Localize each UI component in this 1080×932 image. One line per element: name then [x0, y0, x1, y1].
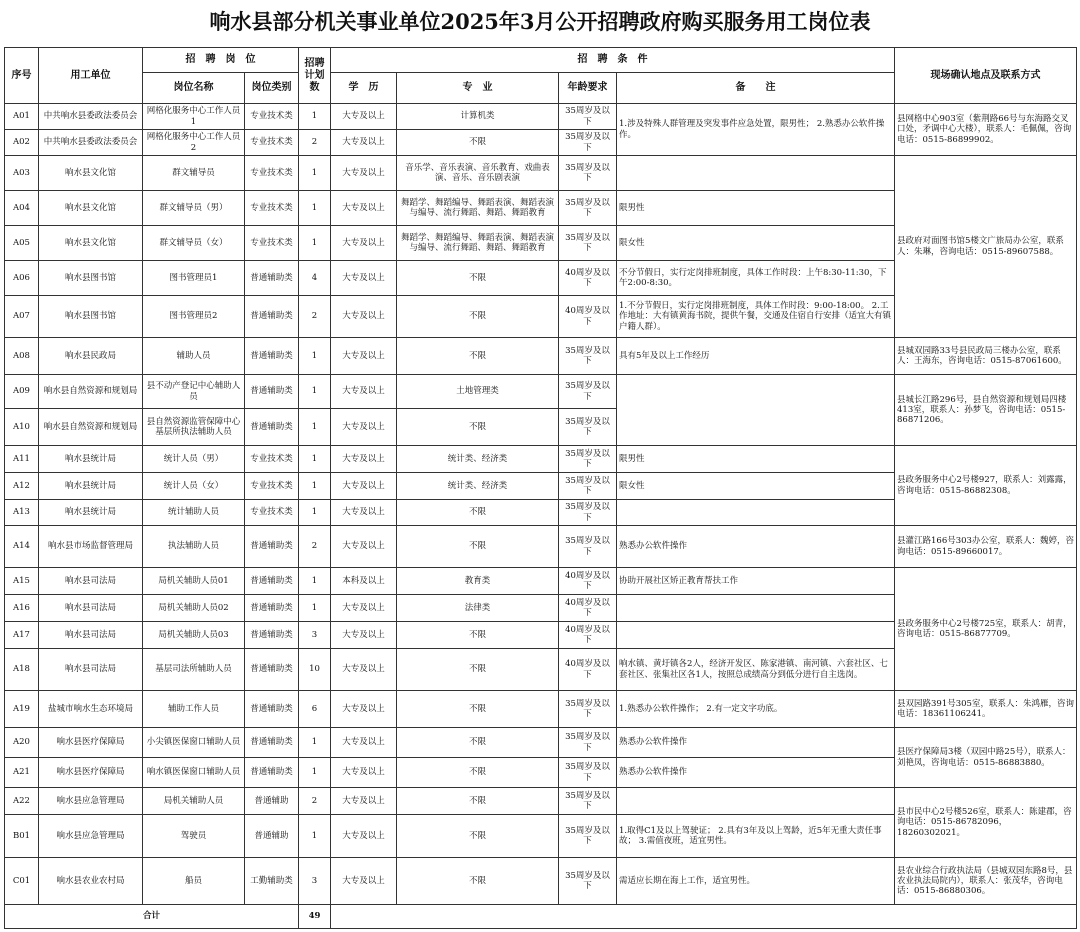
row-plan: 1 [299, 226, 331, 261]
header-edu: 学 历 [331, 73, 397, 104]
row-plan: 2 [299, 788, 331, 815]
row-post-type: 普通辅助 [245, 815, 299, 858]
row-seq: A13 [5, 500, 39, 526]
row-post-name: 辅助人员 [143, 338, 245, 375]
row-seq: A12 [5, 473, 39, 500]
row-note: 限男性 [617, 191, 895, 226]
row-edu: 大专及以上 [331, 595, 397, 622]
row-plan: 10 [299, 649, 331, 691]
row-unit: 响水县图书馆 [39, 261, 143, 296]
row-post-type: 普通辅助类 [245, 409, 299, 446]
row-post-type: 专业技术类 [245, 500, 299, 526]
header-age: 年龄要求 [559, 73, 617, 104]
row-age: 35周岁及以下 [559, 858, 617, 905]
row-contact: 县灌江路166号303办公室，联系人：魏婷，咨询电话：0515-89660017。 [895, 526, 1077, 568]
row-post-name: 统计人员（女） [143, 473, 245, 500]
page-title: 响水县部分机关事业单位2025年3月公开招聘政府购买服务用工岗位表 [209, 9, 871, 34]
row-note [617, 595, 895, 622]
row-seq: A19 [5, 691, 39, 728]
row-age: 40周岁及以下 [559, 568, 617, 595]
row-post-name: 船员 [143, 858, 245, 905]
header-seq: 序号 [5, 48, 39, 104]
row-age: 40周岁及以下 [559, 649, 617, 691]
row-edu: 大专及以上 [331, 375, 397, 409]
row-edu: 大专及以上 [331, 409, 397, 446]
row-age: 35周岁及以下 [559, 788, 617, 815]
row-contact: 县市民中心2号楼526室，联系人：陈建郡，咨询电话：0515-86782096，18260302021。 [895, 788, 1077, 858]
row-note: 不分节假日，实行定岗排班制度，具体工作时段：上午8:30-11:30，下午2:00-8:30。 [617, 261, 895, 296]
row-note [617, 788, 895, 815]
row-unit: 响水县司法局 [39, 622, 143, 649]
row-major: 不限 [397, 858, 559, 905]
row-seq: B01 [5, 815, 39, 858]
row-plan: 1 [299, 409, 331, 446]
row-edu: 大专及以上 [331, 104, 397, 130]
table-row [5, 104, 1077, 130]
row-seq: A06 [5, 261, 39, 296]
row-plan: 1 [299, 473, 331, 500]
row-major: 教育类 [397, 568, 559, 595]
row-edu: 大专及以上 [331, 446, 397, 473]
row-major: 不限 [397, 338, 559, 375]
row-major: 不限 [397, 622, 559, 649]
row-unit: 响水县统计局 [39, 500, 143, 526]
row-age: 35周岁及以下 [559, 226, 617, 261]
row-edu: 大专及以上 [331, 622, 397, 649]
row-post-type: 专业技术类 [245, 191, 299, 226]
row-major: 不限 [397, 130, 559, 156]
row-note: 限男性 [617, 446, 895, 473]
row-major: 舞蹈学、舞蹈编导、舞蹈表演、舞蹈表演与编导、流行舞蹈、舞蹈、舞蹈教育 [397, 191, 559, 226]
row-unit: 中共响水县委政法委员会 [39, 104, 143, 130]
row-unit: 响水县统计局 [39, 446, 143, 473]
row-age: 35周岁及以下 [559, 446, 617, 473]
row-contact: 县农业综合行政执法局（县城双园东路8号，县农业执法局院内），联系人：张茂华，咨询电话：0515-86880306。 [895, 858, 1077, 905]
row-unit: 响水县图书馆 [39, 296, 143, 338]
row-major: 统计类、经济类 [397, 473, 559, 500]
total-label: 合计 [5, 905, 299, 929]
row-unit: 响水县统计局 [39, 473, 143, 500]
row-post-name: 图书管理员2 [143, 296, 245, 338]
row-edu: 本科及以上 [331, 568, 397, 595]
row-unit: 响水县文化馆 [39, 191, 143, 226]
row-note: 限女性 [617, 473, 895, 500]
row-contact: 县政务服务中心2号楼725室，联系人：胡青，咨询电话：0515-86877709。 [895, 568, 1077, 691]
row-post-name: 驾驶员 [143, 815, 245, 858]
row-age: 40周岁及以下 [559, 595, 617, 622]
row-seq: A08 [5, 338, 39, 375]
row-age: 35周岁及以下 [559, 691, 617, 728]
row-major: 不限 [397, 691, 559, 728]
row-post-type: 专业技术类 [245, 446, 299, 473]
row-post-name: 群文辅导员（男） [143, 191, 245, 226]
table-row [5, 788, 1077, 815]
row-major: 不限 [397, 728, 559, 758]
row-plan: 1 [299, 375, 331, 409]
row-major: 不限 [397, 815, 559, 858]
row-note: 1.不分节假日，实行定岗排班制度，具体工作时段：9:00-18:00。 2.工作地址：大有镇黄海书院，提供午餐，交通及住宿自行安排（适宜大有镇户籍人群）。 [617, 296, 895, 338]
row-seq: C01 [5, 858, 39, 905]
row-seq: A11 [5, 446, 39, 473]
table-row [5, 691, 1077, 728]
row-post-type: 普通辅助类 [245, 622, 299, 649]
row-unit: 响水县司法局 [39, 595, 143, 622]
row-plan: 2 [299, 130, 331, 156]
table-row [5, 338, 1077, 375]
table-body [5, 104, 1077, 929]
row-post-name: 执法辅助人员 [143, 526, 245, 568]
row-note [617, 156, 895, 191]
row-contact: 县城双园路33号县民政局三楼办公室，联系人：王海东，咨询电话：0515-87061600。 [895, 338, 1077, 375]
row-contact: 县政府对面图书馆5楼文广旅局办公室，联系人：朱琳，咨询电话：0515-89607588。 [895, 156, 1077, 338]
row-post-type: 普通辅助类 [245, 526, 299, 568]
header-post-group: 招 聘 岗 位 [143, 48, 299, 73]
row-unit: 响水县司法局 [39, 568, 143, 595]
row-post-type: 工勤辅助类 [245, 858, 299, 905]
row-seq: A20 [5, 728, 39, 758]
row-major: 音乐学、音乐表演、音乐教育、戏曲表演、音乐、音乐剧表演 [397, 156, 559, 191]
row-post-name: 响水镇医保窗口辅助人员 [143, 758, 245, 788]
row-plan: 1 [299, 815, 331, 858]
row-post-type: 普通辅助类 [245, 649, 299, 691]
row-unit: 响水县应急管理局 [39, 815, 143, 858]
row-seq: A05 [5, 226, 39, 261]
row-unit: 响水县民政局 [39, 338, 143, 375]
row-seq: A18 [5, 649, 39, 691]
row-major: 舞蹈学、舞蹈编导、舞蹈表演、舞蹈表演与编导、流行舞蹈、舞蹈、舞蹈教育 [397, 226, 559, 261]
header-contact: 现场确认地点及联系方式 [895, 48, 1077, 104]
header-major: 专 业 [397, 73, 559, 104]
row-plan: 1 [299, 595, 331, 622]
row-major: 不限 [397, 758, 559, 788]
table-row [5, 858, 1077, 905]
row-unit: 中共响水县委政法委员会 [39, 130, 143, 156]
row-note: 熟悉办公软件操作 [617, 526, 895, 568]
row-edu: 大专及以上 [331, 191, 397, 226]
row-plan: 1 [299, 568, 331, 595]
row-unit: 响水县自然资源和规划局 [39, 375, 143, 409]
row-major: 法律类 [397, 595, 559, 622]
row-seq: A17 [5, 622, 39, 649]
row-plan: 1 [299, 191, 331, 226]
row-note: 响水镇、黄圩镇各2人，经济开发区、陈家港镇、南河镇、六套社区、七套社区、张集社区各1人，按照总成绩高分到低分进行自主选岗。 [617, 649, 895, 691]
header-condition-group: 招 聘 条 件 [331, 48, 895, 73]
row-edu: 大专及以上 [331, 728, 397, 758]
row-post-type: 普通辅助类 [245, 261, 299, 296]
row-edu: 大专及以上 [331, 858, 397, 905]
row-age: 35周岁及以下 [559, 338, 617, 375]
row-note [617, 500, 895, 526]
row-post-type: 普通辅助类 [245, 691, 299, 728]
row-age: 35周岁及以下 [559, 156, 617, 191]
row-unit: 响水县医疗保障局 [39, 758, 143, 788]
row-post-type: 普通辅助类 [245, 728, 299, 758]
row-plan: 1 [299, 728, 331, 758]
row-note: 需适应长期在海上工作，适宜男性。 [617, 858, 895, 905]
row-age: 40周岁及以下 [559, 296, 617, 338]
row-unit: 响水县农业农村局 [39, 858, 143, 905]
row-post-type: 普通辅助类 [245, 375, 299, 409]
row-edu: 大专及以上 [331, 788, 397, 815]
total-value: 49 [299, 905, 331, 929]
row-age: 35周岁及以下 [559, 758, 617, 788]
row-contact: 县医疗保障局3楼（双园中路25号），联系人：刘艳凤，咨询电话：0515-86883880。 [895, 728, 1077, 788]
row-post-type: 专业技术类 [245, 156, 299, 191]
header-note: 备 注 [617, 73, 895, 104]
row-post-name: 统计人员（男） [143, 446, 245, 473]
row-post-type: 普通辅助类 [245, 338, 299, 375]
row-post-name: 辅助工作人员 [143, 691, 245, 728]
row-major: 计算机类 [397, 104, 559, 130]
row-note: 1.熟悉办公软件操作； 2.有一定文字功底。 [617, 691, 895, 728]
row-post-type: 专业技术类 [245, 130, 299, 156]
row-plan: 1 [299, 156, 331, 191]
row-seq: A07 [5, 296, 39, 338]
row-major: 不限 [397, 649, 559, 691]
row-post-name: 局机关辅助人员 [143, 788, 245, 815]
row-edu: 大专及以上 [331, 526, 397, 568]
row-post-name: 统计辅助人员 [143, 500, 245, 526]
table-row [5, 728, 1077, 758]
row-seq: A10 [5, 409, 39, 446]
row-contact: 县政务服务中心2号楼927，联系人：刘露露，咨询电话：0515-86882308。 [895, 446, 1077, 526]
row-note: 限女性 [617, 226, 895, 261]
row-major: 不限 [397, 788, 559, 815]
row-plan: 1 [299, 446, 331, 473]
row-major: 土地管理类 [397, 375, 559, 409]
row-note: 具有5年及以上工作经历 [617, 338, 895, 375]
table-row [5, 446, 1077, 473]
row-unit: 响水县文化馆 [39, 226, 143, 261]
row-major: 不限 [397, 261, 559, 296]
row-plan: 3 [299, 622, 331, 649]
row-plan: 6 [299, 691, 331, 728]
row-edu: 大专及以上 [331, 338, 397, 375]
row-seq: A04 [5, 191, 39, 226]
row-seq: A02 [5, 130, 39, 156]
row-major: 不限 [397, 409, 559, 446]
row-unit: 盐城市响水生态环境局 [39, 691, 143, 728]
row-edu: 大专及以上 [331, 815, 397, 858]
row-post-name: 小尖镇医保窗口辅助人员 [143, 728, 245, 758]
row-age: 35周岁及以下 [559, 815, 617, 858]
row-major: 不限 [397, 500, 559, 526]
row-age: 35周岁及以下 [559, 191, 617, 226]
row-note [617, 375, 895, 446]
total-row [5, 905, 1077, 929]
row-age: 35周岁及以下 [559, 473, 617, 500]
row-post-name: 网格化服务中心工作人员1 [143, 104, 245, 130]
row-plan: 1 [299, 104, 331, 130]
row-note: 协助开展社区矫正教育帮扶工作 [617, 568, 895, 595]
row-post-type: 普通辅助类 [245, 296, 299, 338]
header-unit: 用工单位 [39, 48, 143, 104]
row-age: 40周岁及以下 [559, 622, 617, 649]
row-seq: A09 [5, 375, 39, 409]
row-contact: 县城长江路296号，县自然资源和规划局四楼413室，联系人：孙梦飞，咨询电话：0515-86871206。 [895, 375, 1077, 446]
row-age: 35周岁及以下 [559, 728, 617, 758]
row-unit: 响水县司法局 [39, 649, 143, 691]
row-major: 统计类、经济类 [397, 446, 559, 473]
row-age: 35周岁及以下 [559, 104, 617, 130]
row-note: 1.涉及特殊人群管理及突发事件应急处置，限男性； 2.熟悉办公软件操作。 [617, 104, 895, 156]
row-age: 35周岁及以下 [559, 130, 617, 156]
row-seq: A15 [5, 568, 39, 595]
row-unit: 响水县市场监督管理局 [39, 526, 143, 568]
row-post-type: 普通辅助类 [245, 758, 299, 788]
row-age: 40周岁及以下 [559, 261, 617, 296]
row-edu: 大专及以上 [331, 473, 397, 500]
row-post-name: 基层司法所辅助人员 [143, 649, 245, 691]
row-plan: 1 [299, 338, 331, 375]
row-age: 35周岁及以下 [559, 526, 617, 568]
row-seq: A03 [5, 156, 39, 191]
row-post-name: 群文辅导员 [143, 156, 245, 191]
row-post-type: 普通辅助 [245, 788, 299, 815]
row-edu: 大专及以上 [331, 261, 397, 296]
row-unit: 响水县自然资源和规划局 [39, 409, 143, 446]
row-age: 35周岁及以下 [559, 375, 617, 409]
row-edu: 大专及以上 [331, 156, 397, 191]
table-row [5, 526, 1077, 568]
row-age: 35周岁及以下 [559, 500, 617, 526]
header-post-name: 岗位名称 [143, 73, 245, 104]
row-seq: A22 [5, 788, 39, 815]
recruitment-table [4, 47, 1077, 929]
row-post-name: 县自然资源监管保障中心基层所执法辅助人员 [143, 409, 245, 446]
row-edu: 大专及以上 [331, 130, 397, 156]
row-plan: 1 [299, 758, 331, 788]
row-edu: 大专及以上 [331, 691, 397, 728]
row-seq: A16 [5, 595, 39, 622]
row-post-type: 普通辅助类 [245, 568, 299, 595]
row-post-name: 图书管理员1 [143, 261, 245, 296]
row-note [617, 622, 895, 649]
row-edu: 大专及以上 [331, 296, 397, 338]
row-plan: 4 [299, 261, 331, 296]
row-plan: 2 [299, 296, 331, 338]
table-row [5, 568, 1077, 595]
row-age: 35周岁及以下 [559, 409, 617, 446]
row-edu: 大专及以上 [331, 649, 397, 691]
row-post-name: 县不动产登记中心辅助人员 [143, 375, 245, 409]
row-edu: 大专及以上 [331, 500, 397, 526]
row-post-type: 专业技术类 [245, 226, 299, 261]
row-contact: 县网格中心903室（紫荆路66号与东海路交叉口处，矛调中心大楼），联系人：毛佩佩，咨询电话：0515-86899902。 [895, 104, 1077, 156]
row-post-name: 网格化服务中心工作人员2 [143, 130, 245, 156]
table-row [5, 375, 1077, 409]
row-major: 不限 [397, 526, 559, 568]
row-post-type: 专业技术类 [245, 473, 299, 500]
total-filler [331, 905, 1077, 929]
row-plan: 3 [299, 858, 331, 905]
row-note: 1.取得C1及以上驾驶证； 2.具有3年及以上驾龄，近5年无重大责任事故； 3.需值夜班，适宜男性。 [617, 815, 895, 858]
row-seq: A14 [5, 526, 39, 568]
row-note: 熟悉办公软件操作 [617, 758, 895, 788]
row-note: 熟悉办公软件操作 [617, 728, 895, 758]
row-post-type: 专业技术类 [245, 104, 299, 130]
row-post-type: 普通辅助类 [245, 595, 299, 622]
row-seq: A21 [5, 758, 39, 788]
row-post-name: 局机关辅助人员01 [143, 568, 245, 595]
row-seq: A01 [5, 104, 39, 130]
row-unit: 响水县应急管理局 [39, 788, 143, 815]
header-plan: 招聘计划数 [299, 48, 331, 104]
row-plan: 1 [299, 500, 331, 526]
row-post-name: 局机关辅助人员02 [143, 595, 245, 622]
row-contact: 县双园路391号305室，联系人：朱鸿雁，咨询电话：18361106241。 [895, 691, 1077, 728]
header-post-type: 岗位类别 [245, 73, 299, 104]
row-post-name: 局机关辅助人员03 [143, 622, 245, 649]
row-major: 不限 [397, 296, 559, 338]
table-row [5, 156, 1077, 191]
row-edu: 大专及以上 [331, 226, 397, 261]
row-plan: 2 [299, 526, 331, 568]
row-unit: 响水县医疗保障局 [39, 728, 143, 758]
row-unit: 响水县文化馆 [39, 156, 143, 191]
row-post-name: 群文辅导员（女） [143, 226, 245, 261]
row-edu: 大专及以上 [331, 758, 397, 788]
